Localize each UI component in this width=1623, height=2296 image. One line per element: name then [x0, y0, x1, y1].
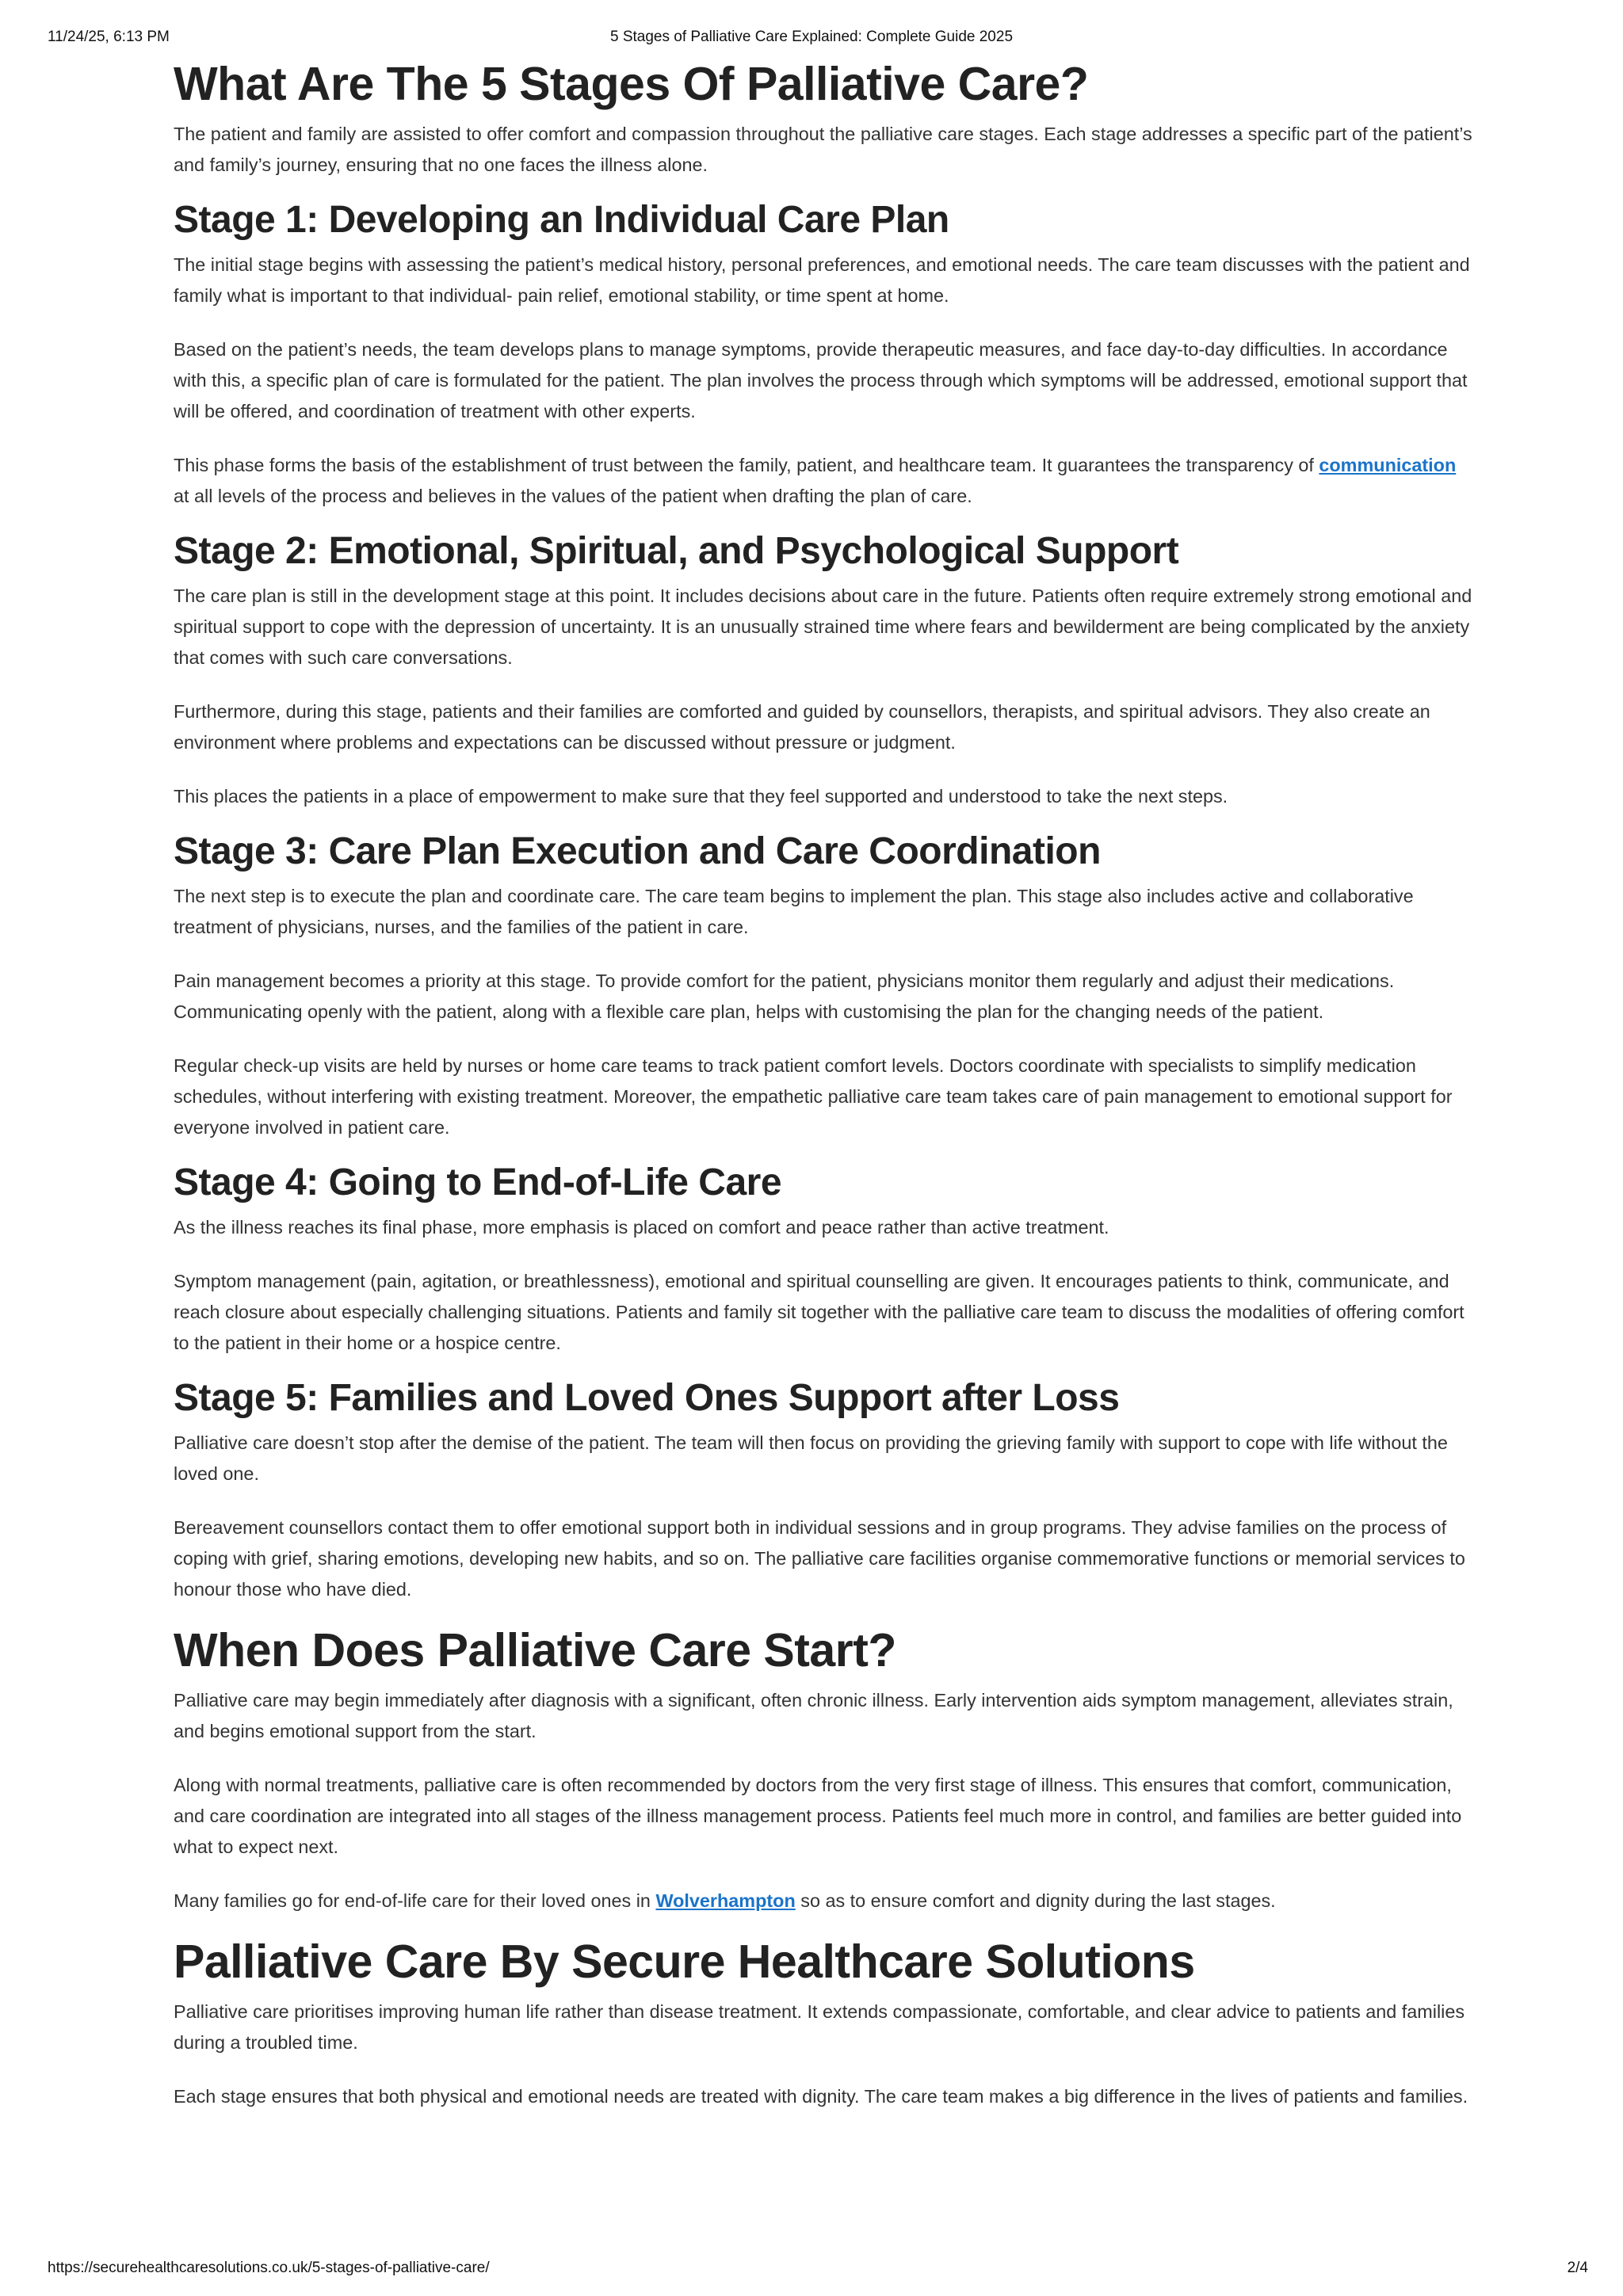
communication-link[interactable]: communication — [1319, 455, 1457, 475]
paragraph-text: Many families go for end-of-life care for their loved ones in — [174, 1890, 656, 1911]
heading-secure-healthcare: Palliative Care By Secure Healthcare Solutions — [174, 1936, 1195, 1988]
heading-stage-4: Stage 4: Going to End-of-Life Care — [174, 1161, 782, 1203]
paragraph: Palliative care doesn’t stop after the demise of the patient. The team will then focus on providing the grieving family with support to cope with life without the loved one. — [174, 1432, 1448, 1484]
section-stage-2 — [174, 527, 1473, 812]
article-content — [174, 52, 1473, 2127]
section-secure-healthcare — [174, 1932, 1473, 2112]
section-stage-4 — [174, 1158, 1473, 1359]
paragraph: Palliative care prioritises improving human life rather than disease treatment. It extends compassionate, comfortable, and clear advice to patients and families during a troubled time. — [174, 2001, 1465, 2053]
paragraph: Pain management becomes a priority at this stage. To provide comfort for the patient, physicians monitor them regularly and adjust their medications. Communicating openly with the patient, along with a flexible care plan, helps with customising the plan for the changing needs of the patient. — [174, 971, 1395, 1022]
paragraph-text: at all levels of the process and believes in the values of the patient when drafting the plan of care. — [174, 486, 972, 506]
paragraph-text: so as to ensure comfort and dignity during the last stages. — [795, 1890, 1276, 1911]
paragraph: Bereavement counsellors contact them to offer emotional support both in individual sessions and in group programs. They advise families on the process of coping with grief, sharing emotions, developing new habits, and so on. The palliative care facilities organise commemorative functions or memorial services to honour those who have died. — [174, 1517, 1465, 1600]
paragraph: As the illness reaches its final phase, more emphasis is placed on comfort and peace rather than active treatment. — [174, 1217, 1109, 1238]
paragraph-text: This phase forms the basis of the establishment of trust between the family, patient, and healthcare team. It guarantees the transparency of — [174, 455, 1319, 475]
print-header — [0, 29, 1623, 52]
wolverhampton-link[interactable]: Wolverhampton — [655, 1890, 796, 1911]
paragraph: Symptom management (pain, agitation, or breathlessness), emotional and spiritual counselling are given. It encourages patients to think, communicate, and reach closure about especially challenging situations. Patients and family sit together with the palliative care team to discuss the modalities of offering comfort to the patient in their home or a hospice centre. — [174, 1271, 1465, 1353]
section-stage-1 — [174, 196, 1473, 512]
section-stage-3 — [174, 827, 1473, 1143]
print-footer — [0, 2260, 1623, 2283]
paragraph: Palliative care may begin immediately after diagnosis with a significant, often chronic illness. Early intervention aids symptom management, alleviates strain, and begins emotional support from the start. — [174, 1690, 1453, 1741]
paragraph: Based on the patient’s needs, the team develops plans to manage symptoms, provide therapeutic measures, and face day-to-day difficulties. In accordance with this, a specific plan of care is formulated for the patient. The plan involves the process through which symptoms will be addressed, emotional support that will be offered, and coordination of treatment with other experts. — [174, 339, 1468, 421]
paragraph: The initial stage begins with assessing the patient’s medical history, personal preferences, and emotional needs. The care team discusses with the patient and family what is important to that individual- pain relief, emotional stability, or time spent at home. — [174, 254, 1470, 306]
print-url: https://securehealthcaresolutions.co.uk/5-stages-of-palliative-care/ — [48, 2260, 490, 2276]
page-number: 2/4 — [1567, 2260, 1588, 2276]
paragraph: Along with normal treatments, palliative care is often recommended by doctors from the very first stage of illness. This ensures that comfort, communication, and care coordination are integrated into all stages of the illness management process. Patients feel much more in control, and families are better guided into what to expect next. — [174, 1775, 1462, 1857]
paragraph: Regular check-up visits are held by nurses or home care teams to track patient comfort levels. Doctors coordinate with specialists to simplify medication schedules, without interfering with existing treatment. Moreover, the empathetic palliative care team takes care of pain management to emotional support for everyone involved in patient care. — [174, 1055, 1453, 1138]
section-when-start — [174, 1620, 1473, 1917]
heading-when-start: When Does Palliative Care Start? — [174, 1624, 896, 1676]
section-intro — [174, 54, 1473, 181]
paragraph-with-link — [174, 450, 1473, 512]
paragraph: The next step is to execute the plan and coordinate care. The care team begins to implement the plan. This stage also includes active and collaborative treatment of physicians, nurses, and the families of the patient in care. — [174, 886, 1414, 937]
heading-stage-2: Stage 2: Emotional, Spiritual, and Psychological Support — [174, 530, 1179, 572]
heading-stage-3: Stage 3: Care Plan Execution and Care Coordination — [174, 830, 1101, 872]
print-page-title: 5 Stages of Palliative Care Explained: Complete Guide 2025 — [609, 29, 1014, 45]
print-date: 11/24/25, 6:13 PM — [48, 29, 170, 45]
heading-stage-1: Stage 1: Developing an Individual Care Plan — [174, 199, 949, 241]
paragraph: The care plan is still in the development stage at this point. It includes decisions about care in the future. Patients often require extremely strong emotional and spiritual support to cope with the depression of uncertainty. It is an unusually strained time where fears and bewilderment are being complicated by the anxiety that comes with such care conversations. — [174, 585, 1472, 668]
paragraph: The patient and family are assisted to offer comfort and compassion throughout the palliative care stages. Each stage addresses a specific part of the patient’s and family’s journey, ensuring that no one faces the illness alone. — [174, 124, 1472, 175]
paragraph: This places the patients in a place of empowerment to make sure that they feel supported and understood to take the next steps. — [174, 786, 1228, 807]
paragraph: Furthermore, during this stage, patients and their families are comforted and guided by counsellors, therapists, and spiritual advisors. They also create an environment where problems and expectations can be discussed without pressure or judgment. — [174, 701, 1430, 753]
heading-stage-5: Stage 5: Families and Loved Ones Support after Loss — [174, 1377, 1120, 1419]
heading-five-stages: What Are The 5 Stages Of Palliative Care? — [174, 58, 1089, 110]
paragraph-with-link — [174, 1886, 1473, 1917]
section-stage-5 — [174, 1374, 1473, 1605]
paragraph: Each stage ensures that both physical and emotional needs are treated with dignity. The care team makes a big difference in the lives of patients and families. — [174, 2086, 1468, 2107]
